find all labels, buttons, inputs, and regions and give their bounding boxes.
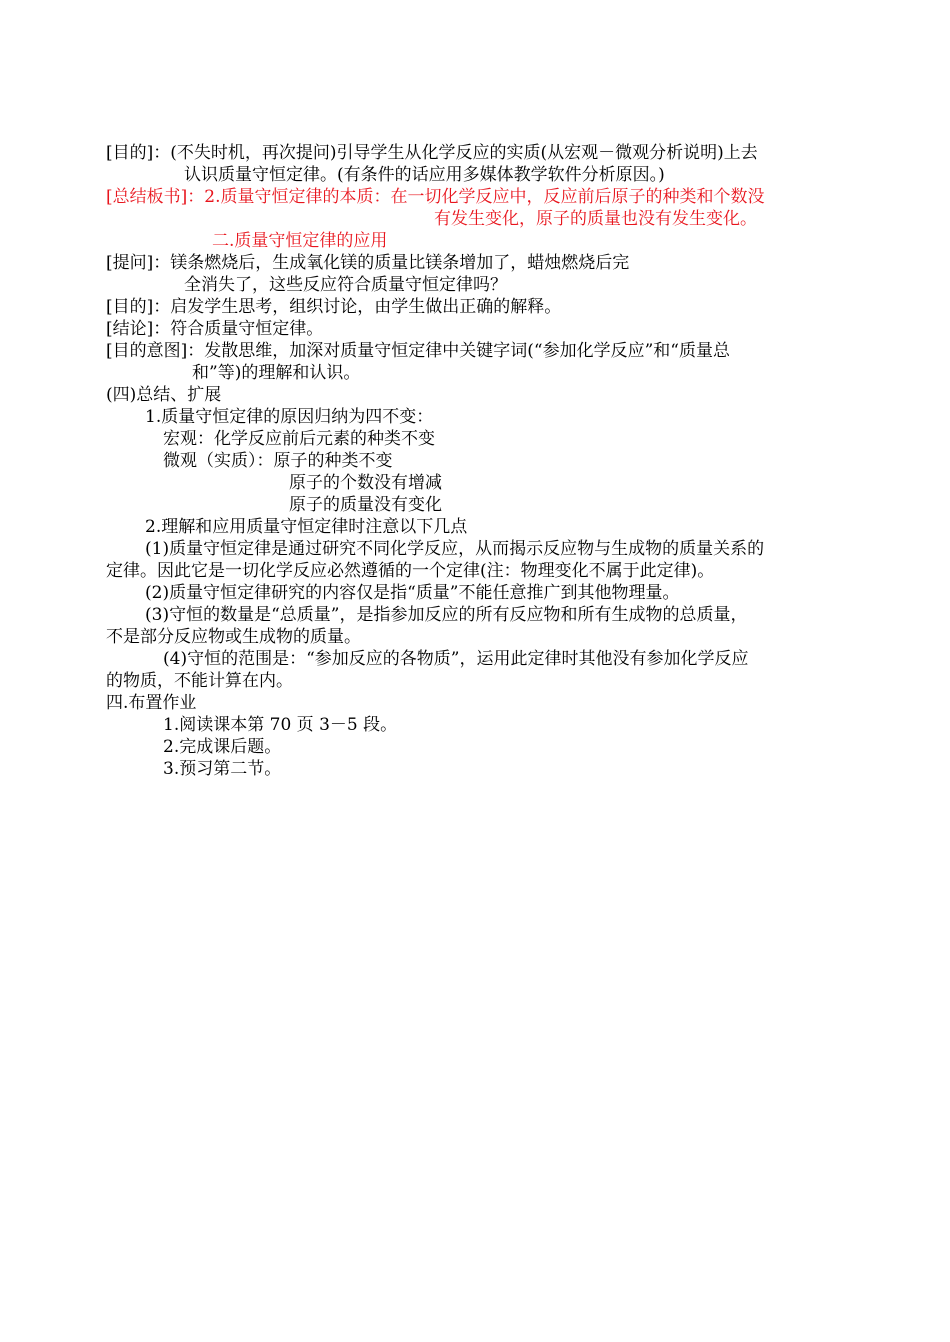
section-heading-application: 二.质量守恒定律的应用	[212, 231, 388, 251]
intent-line-2: 和”等)的理解和认识。	[192, 363, 361, 383]
summary-point-2: 2.理解和应用质量守恒定律时注意以下几点	[145, 517, 468, 537]
homework-item-2: 2.完成课后题。	[163, 737, 282, 757]
summary-board-line-1: [总结板书]：2.质量守恒定律的本质：在一切化学反应中，反应前后原子的种类和个数没	[106, 187, 765, 207]
purpose-line-2: 认识质量守恒定律。(有条件的话应用多媒体教学软件分析原因。)	[184, 165, 665, 185]
note-4-line-2: 的物质，不能计算在内。	[106, 671, 293, 691]
micro-line-2: 原子的个数没有增减	[289, 473, 442, 493]
note-3-line-2: 不是部分反应物或生成物的质量。	[106, 627, 361, 647]
homework-item-3: 3.预习第二节。	[163, 759, 282, 779]
note-4-line-1: (4)守恒的范围是：“参加反应的各物质”，运用此定律时其他没有参加化学反应	[163, 649, 749, 669]
note-2-line: (2)质量守恒定律研究的内容仅是指“质量”不能任意推广到其他物理量。	[145, 583, 680, 603]
note-1-line-2: 定律。因此它是一切化学反应必然遵循的一个定律(注：物理变化不属于此定律)。	[106, 561, 715, 581]
note-1-line-1: (1)质量守恒定律是通过研究不同化学反应，从而揭示反应物与生成物的质量关系的	[145, 539, 765, 559]
question-line-1: [提问]：镁条燃烧后，生成氧化镁的质量比镁条增加了，蜡烛燃烧后完	[106, 253, 630, 273]
micro-line-1: 微观（实质）：原子的种类不变	[163, 451, 393, 471]
summary-board-line-2: 有发生变化，原子的质量也没有发生变化。	[434, 209, 757, 229]
intent-line-1: [目的意图]：发散思维，加深对质量守恒定律中关键字词(“参加化学反应”和“质量总	[106, 341, 730, 361]
note-3-line-1: (3)守恒的数量是“总质量”，是指参加反应的所有反应物和所有生成物的总质量，	[145, 605, 748, 625]
conclusion-line: [结论]：符合质量守恒定律。	[106, 319, 324, 339]
micro-line-3: 原子的质量没有变化	[289, 495, 442, 515]
purpose-line-1: [目的]：(不失时机，再次提问)引导学生从化学反应的实质(从宏观－微观分析说明)上去	[106, 143, 758, 163]
purpose-line-3: [目的]：启发学生思考，组织讨论，由学生做出正确的解释。	[106, 297, 562, 317]
question-line-2: 全消失了，这些反应符合质量守恒定律吗？	[184, 275, 507, 295]
macro-line: 宏观：化学反应前后元素的种类不变	[163, 429, 435, 449]
section-homework-heading: 四.布置作业	[106, 693, 197, 713]
section-summary-heading: (四)总结、扩展	[106, 385, 222, 405]
summary-point-1: 1.质量守恒定律的原因归纳为四不变：	[145, 407, 434, 427]
homework-item-1: 1.阅读课本第 70 页 3－5 段。	[163, 715, 398, 735]
